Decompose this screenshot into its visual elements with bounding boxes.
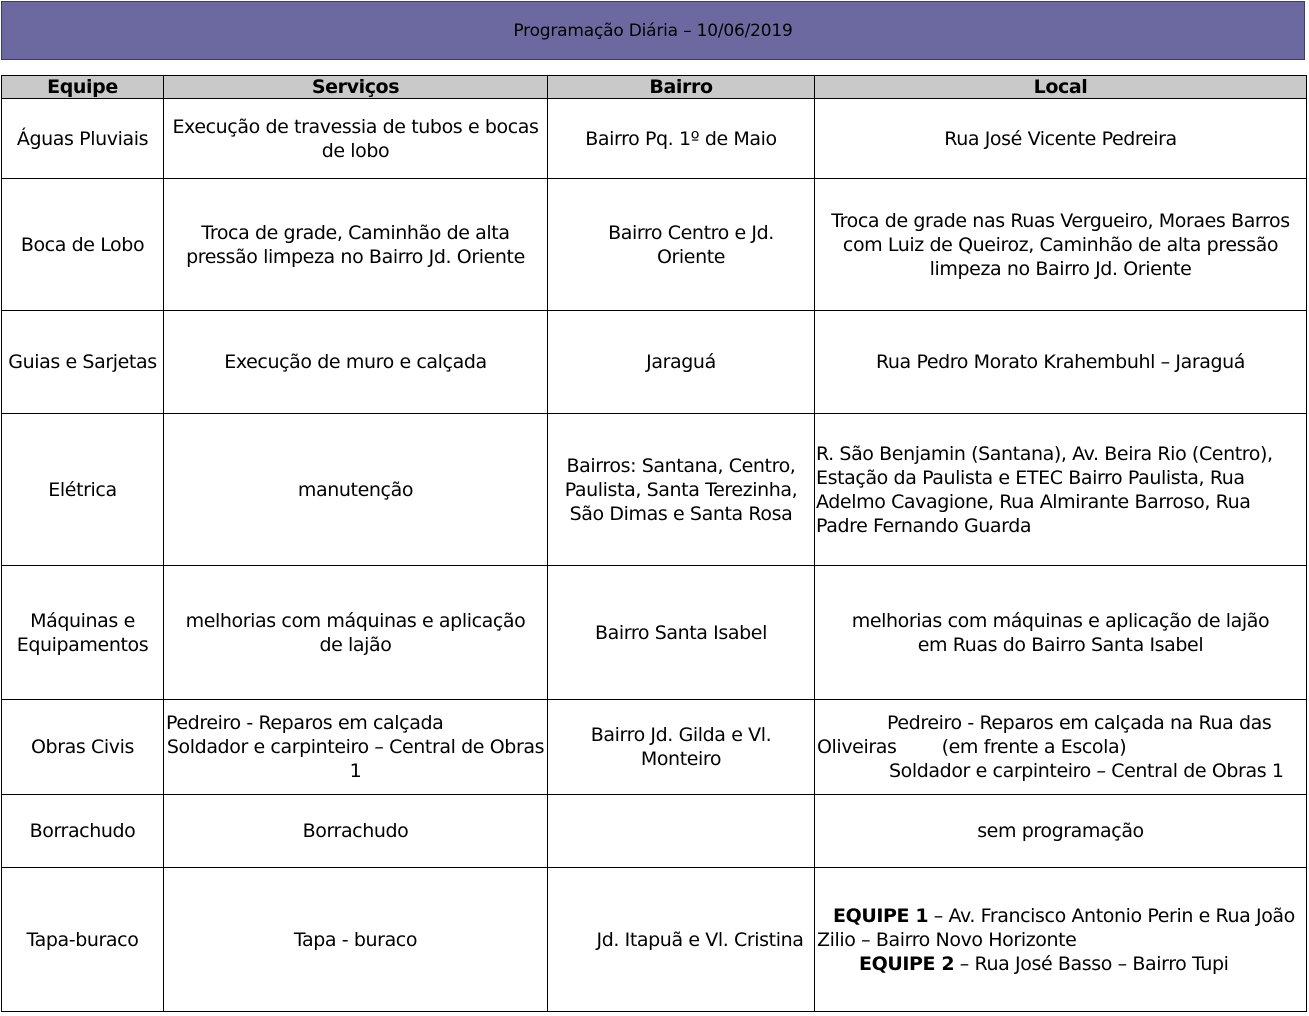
cell-local: Rua José Vicente Pedreira [815,99,1307,179]
table-row [2,700,1307,795]
cell-servicos: Troca de grade, Caminhão de alta pressão limpeza no Bairro Jd. Oriente [164,179,548,311]
cell-bairro [548,795,815,868]
header-servicos: Serviços [164,76,548,99]
table-row [2,99,1307,179]
table-row [2,311,1307,414]
cell-bairro: Bairro Santa Isabel [548,566,815,700]
page-title-bar [1,1,1305,60]
cell-bairro: Bairro Jd. Gilda e Vl. Monteiro [548,700,815,795]
cell-local-line: Soldador e carpinteiro – Central de Obras 1 [889,760,1284,782]
equipe-1-label: EQUIPE 1 [833,904,929,927]
page-title: Programação Diária – 10/06/2019 [513,20,793,41]
cell-servicos: Execução de muro e calçada [164,311,548,414]
cell-servicos: Borrachudo [164,795,548,868]
cell-equipe: Obras Civis [2,700,164,795]
schedule-table [1,75,1307,1012]
header-equipe: Equipe [2,76,164,99]
cell-local [815,868,1307,1012]
cell-bairro [548,179,815,311]
cell-local-line [817,952,1304,976]
cell-local-line: Oliveiras (em frente a Escola) [817,736,1127,758]
table-row [2,179,1307,311]
cell-equipe: Águas Pluviais [2,99,164,179]
cell-servicos-line: Soldador e carpinteiro – Central de Obras 1 [166,736,545,782]
equipe-2-text: – Rua José Basso – Bairro Tupi [954,952,1229,975]
header-bairro: Bairro [548,76,815,99]
cell-bairro: Bairro Pq. 1º de Maio [548,99,815,179]
cell-bairro: Jd. Itapuã e Vl. Cristina [548,868,815,1012]
cell-equipe: Tapa-buraco [2,868,164,1012]
table-row [2,795,1307,868]
cell-local: melhorias com máquinas e aplicação de lajão em Ruas do Bairro Santa Isabel [815,566,1307,700]
cell-servicos: Tapa - buraco [164,868,548,1012]
cell-equipe: Elétrica [2,414,164,566]
equipe-2-label: EQUIPE 2 [859,952,955,975]
cell-bairro: Bairros: Santana, Centro, Paulista, Santa Terezinha, São Dimas e Santa Rosa [548,414,815,566]
table-row [2,868,1307,1012]
cell-local [815,700,1307,795]
cell-local: sem programação [815,795,1307,868]
table-row [2,566,1307,700]
cell-equipe: Borrachudo [2,795,164,868]
cell-bairro-text: Bairro Centro e Jd. Oriente [608,221,774,268]
table-row [2,414,1307,566]
cell-servicos-line: Pedreiro - Reparos em calçada [166,712,444,734]
cell-equipe: Boca de Lobo [2,179,164,311]
cell-equipe: Máquinas e Equipamentos [2,566,164,700]
cell-local: Rua Pedro Morato Krahembuhl – Jaraguá [815,311,1307,414]
cell-servicos: manutenção [164,414,548,566]
equipe-1-text: – Av. Francisco Antonio Perin e Rua João [928,904,1295,927]
cell-servicos [164,700,548,795]
cell-servicos: Execução de travessia de tubos e bocas de lobo [164,99,548,179]
header-local: Local [815,76,1307,99]
cell-local: R. São Benjamin (Santana), Av. Beira Rio (Centro), Estação da Paulista e ETEC Bairro Paulista, Rua Adelmo Cavagione, Rua Almirante Barroso, Rua Padre Fernando Guarda [815,414,1307,566]
table-header-row [2,76,1307,99]
cell-bairro: Jaraguá [548,311,815,414]
cell-local-line [817,904,1304,928]
cell-equipe: Guias e Sarjetas [2,311,164,414]
cell-local-line: Zilio – Bairro Novo Horizonte [817,928,1077,951]
cell-local-line: Pedreiro - Reparos em calçada na Rua das [887,712,1272,734]
cell-local: Troca de grade nas Ruas Vergueiro, Moraes Barros com Luiz de Queiroz, Caminhão de alta pressão limpeza no Bairro Jd. Oriente [815,179,1307,311]
cell-servicos: melhorias com máquinas e aplicação de lajão [164,566,548,700]
